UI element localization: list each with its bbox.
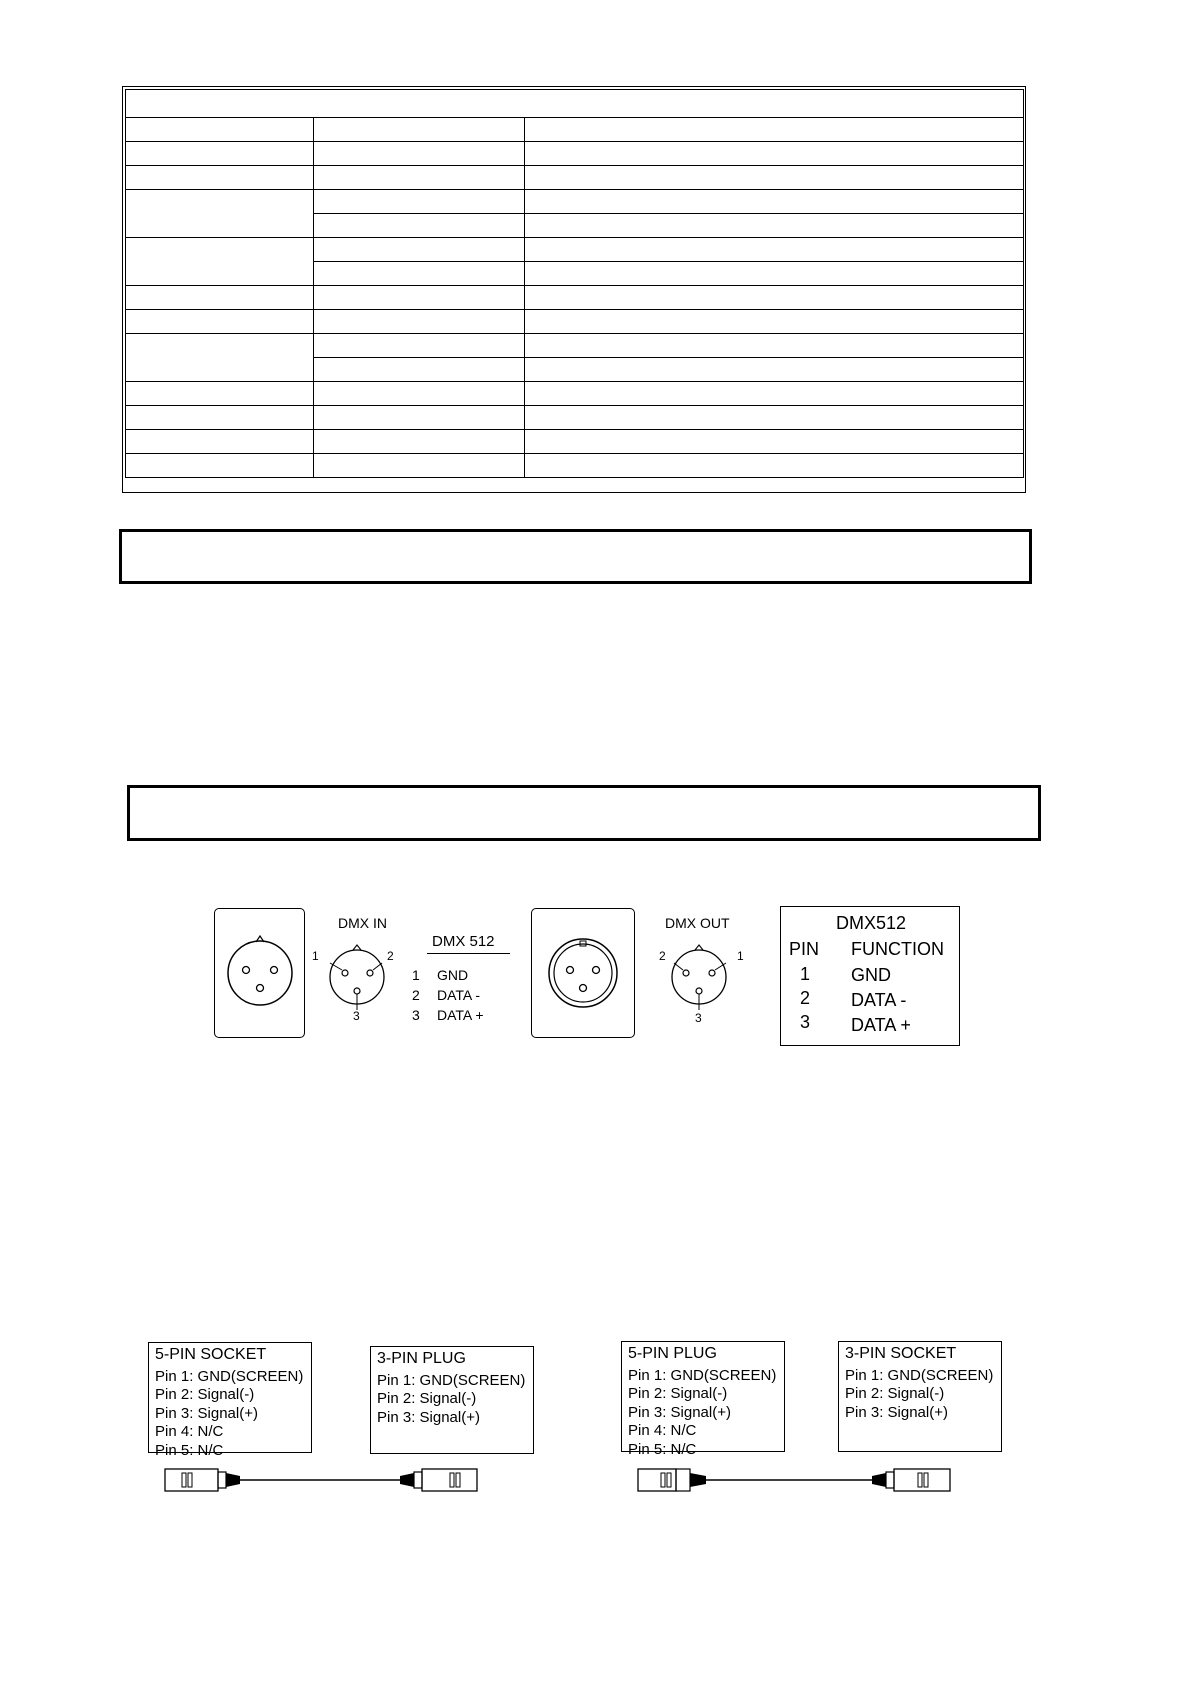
pin-description: Pin 2: Signal(-): [377, 1390, 477, 1407]
legend-pin-number: 2: [412, 987, 420, 1003]
table-cell: [525, 406, 1024, 430]
table-cell: [314, 118, 525, 142]
table-cell: [126, 142, 314, 166]
section-heading-box-1: [119, 529, 1032, 584]
pin-description: Pin 2: Signal(-): [845, 1385, 945, 1402]
legend-pin-number: 1: [412, 967, 420, 983]
pin-description: Pin 3: Signal(+): [845, 1403, 948, 1421]
table-cell: [314, 454, 525, 478]
table-cell: [525, 238, 1024, 262]
pin-function: GND: [851, 965, 891, 985]
five-pin-socket-box: [148, 1342, 312, 1459]
pin-description: Pin 4: N/C: [155, 1423, 224, 1440]
table-cell: [314, 166, 525, 190]
table-cell: [525, 190, 1024, 214]
table-cell: [314, 214, 525, 238]
dmx-in-title: DMX IN: [338, 915, 387, 931]
table-cell: [525, 310, 1024, 334]
pin-description: Pin 5: N/C: [155, 1441, 224, 1459]
pin-column-header: PIN: [789, 939, 820, 959]
xlr-female-connector-icon: [531, 908, 635, 1038]
table-cell: [314, 310, 525, 334]
adapter-cable-left-icon: [160, 1466, 490, 1494]
table-cell: [525, 334, 1024, 358]
pin-description: Pin 1: GND(SCREEN): [845, 1366, 994, 1384]
table-cell: [314, 238, 525, 262]
table-cell: [525, 358, 1024, 382]
dmx-in-pin-label: 2: [387, 949, 394, 963]
table-cell: [126, 430, 314, 454]
table-cell: [525, 454, 1024, 478]
function-column-header: FUNCTION: [851, 939, 944, 959]
dmx512-legend-title: DMX 512: [432, 933, 495, 950]
table-cell: [314, 286, 525, 310]
legend-pin-function: DATA +: [437, 1007, 484, 1023]
table-cell: [126, 406, 314, 430]
table-cell: [525, 286, 1024, 310]
pinbox-title: 5-PIN PLUG: [628, 1345, 717, 1362]
table-cell: [525, 142, 1024, 166]
pin-description: Pin 1: GND(SCREEN): [155, 1367, 304, 1385]
dmx-out-pin-label: 3: [695, 1011, 702, 1025]
table-cell-merged: [126, 334, 314, 382]
table-cell: [314, 430, 525, 454]
table-cell: [314, 142, 525, 166]
dmx512-table-title: DMX512: [836, 913, 907, 933]
pin-description: Pin 5: N/C: [628, 1440, 697, 1458]
pinbox-title: 3-PIN PLUG: [377, 1350, 466, 1367]
spec-table-header-cell: [126, 90, 1024, 118]
pin-number: 2: [800, 988, 811, 1008]
table-cell: [126, 286, 314, 310]
legend-pin-function: DATA -: [437, 987, 481, 1003]
table-cell: [314, 190, 525, 214]
table-cell: [126, 454, 314, 478]
table-cell: [525, 166, 1024, 190]
pin-description: Pin 3: Signal(+): [377, 1408, 480, 1426]
spec-table: [125, 89, 1024, 478]
table-cell: [314, 358, 525, 382]
table-cell: [126, 166, 314, 190]
table-cell: [126, 118, 314, 142]
pin-description: Pin 1: GND(SCREEN): [377, 1371, 526, 1389]
pinbox-title: 3-PIN SOCKET: [845, 1345, 957, 1362]
xlr-male-connector-icon: [214, 908, 305, 1038]
pin-description: Pin 4: N/C: [628, 1422, 697, 1439]
section-heading-box-2: [127, 785, 1041, 841]
five-pin-plug-box: [621, 1341, 785, 1458]
pin-function: DATA +: [851, 1015, 911, 1035]
pin-function: DATA -: [851, 990, 907, 1010]
legend-pin-function: GND: [437, 967, 469, 983]
table-cell: [126, 382, 314, 406]
table-cell: [314, 334, 525, 358]
table-cell: [525, 262, 1024, 286]
dmx-in-pin-label: 3: [353, 1009, 360, 1023]
pin-number: 3: [800, 1012, 811, 1032]
dmx-out-title: DMX OUT: [665, 915, 730, 931]
dmx-in-pin-label: 1: [312, 949, 319, 963]
table-cell: [525, 214, 1024, 238]
table-cell-merged: [126, 190, 314, 238]
table-cell: [525, 382, 1024, 406]
table-cell: [126, 310, 314, 334]
legend-pin-number: 3: [412, 1007, 420, 1023]
pinbox-title: 5-PIN SOCKET: [155, 1346, 267, 1363]
dmx-out-pin-label: 2: [659, 949, 666, 963]
pin-description: Pin 3: Signal(+): [155, 1404, 258, 1422]
three-pin-socket-box: [838, 1341, 1002, 1452]
adapter-cable-right-icon: [634, 1466, 964, 1494]
table-cell: [525, 430, 1024, 454]
pin-number: 1: [800, 964, 811, 984]
three-pin-plug-box: [370, 1346, 534, 1454]
pin-description: Pin 1: GND(SCREEN): [628, 1366, 777, 1384]
table-cell-merged: [126, 238, 314, 286]
legend-title-underline: [427, 953, 510, 954]
dmx512-function-table: [780, 906, 960, 1046]
pin-description: Pin 2: Signal(-): [628, 1385, 728, 1402]
table-cell: [314, 262, 525, 286]
table-cell: [314, 382, 525, 406]
table-cell: [525, 118, 1024, 142]
dmx-out-pin-label: 1: [737, 949, 744, 963]
pin-description: Pin 3: Signal(+): [628, 1403, 731, 1421]
pin-description: Pin 2: Signal(-): [155, 1386, 255, 1403]
table-cell: [314, 406, 525, 430]
